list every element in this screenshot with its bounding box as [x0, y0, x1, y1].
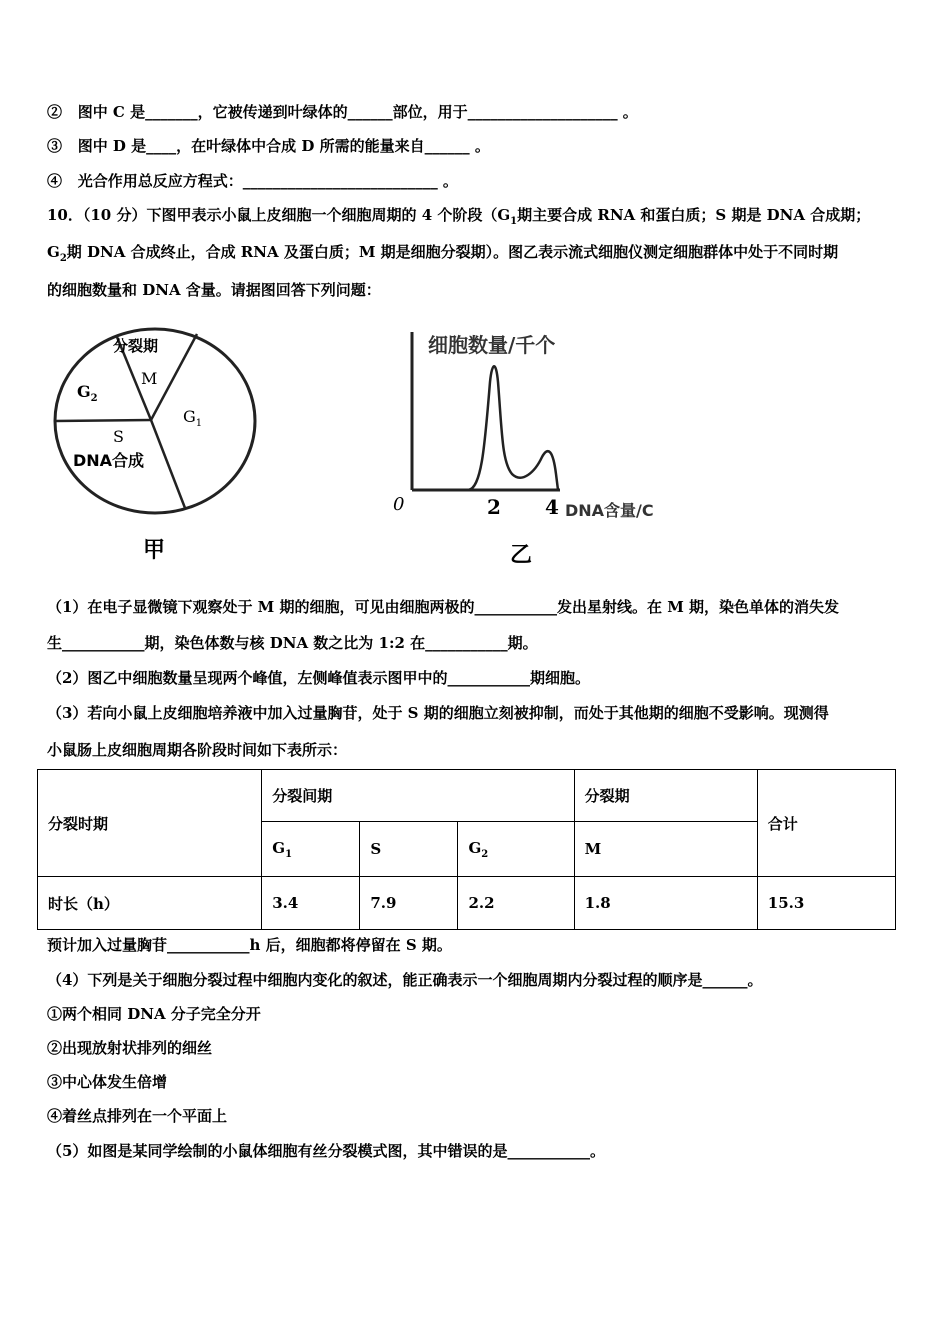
- q10-part3-line-1: （3）若向小鼠上皮细胞培养液中加入过量胸苷，处于 S 期的细胞立刻被抑制，而处于其他期的细胞不受影响。现测得: [47, 704, 829, 722]
- table-cell-g1: 3.4: [262, 877, 360, 930]
- q10-part3-line-2: 小鼠肠上皮细胞周期各阶段时间如下表所示：: [47, 741, 348, 759]
- origin-label: 0: [393, 494, 405, 515]
- y-axis-label: 细胞数量/千个: [428, 333, 556, 357]
- table-cell-total: 15.3: [757, 877, 895, 930]
- table-cell-s: 7.9: [360, 877, 458, 930]
- q10-intro-line-1: 10．（10 分）下图甲表示小鼠上皮细胞一个细胞周期的 4 个阶段（$G_1$期主要合成 RNA 和蛋白质；S 期是 DNA 合成期；: [47, 206, 871, 227]
- table-cell-g2: 2.2: [458, 877, 574, 930]
- q10-intro-line-3: 的细胞数量和 DNA 含量。请据图回答下列问题：: [47, 281, 381, 299]
- q9-line-4: ④ 光合作用总反应方程式：__________________________ 。: [47, 172, 458, 190]
- table-col-g1: $G_1$: [262, 822, 360, 877]
- pie-label-g1: $G_1$: [183, 407, 203, 429]
- q10-part3-line-3: 预计加入过量胸苷___________h 后，细胞都将停留在 S 期。: [47, 936, 452, 954]
- q9-line-2: ② 图中 C 是_______，它被传递到叶绿体的______部位，用于____________________ 。: [47, 103, 638, 121]
- pie-label-s: S: [113, 427, 124, 446]
- histogram-curve: [468, 366, 558, 490]
- table-cell-m: 1.8: [574, 877, 757, 930]
- cell-cycle-duration-table: [37, 769, 896, 930]
- q10-part1-line-2: 生___________期，染色体数与核 DNA 数之比为 1:2 在___________期。: [47, 634, 538, 652]
- pie-label-g2: $G_2$: [77, 382, 98, 404]
- q10-part2: （2）图乙中细胞数量呈现两个峰值，左侧峰值表示图甲中的___________期细胞。: [47, 669, 590, 687]
- table-col-s: S: [360, 822, 458, 877]
- figure-jia-caption: 甲: [143, 537, 166, 563]
- table-header-total: 合计: [757, 770, 895, 877]
- figure-yi-caption: 乙: [510, 542, 533, 568]
- table-col-g2: $G_2$: [458, 822, 574, 877]
- x-tick-2: 2: [487, 495, 501, 519]
- x-axis-label: DNA含量/C: [565, 501, 654, 520]
- pie-label-dna: DNA合成: [73, 451, 145, 470]
- pie-label-m: M: [141, 369, 158, 388]
- q10-option-3: ③中心体发生倍增: [47, 1073, 168, 1091]
- table-header-period: 分裂时期: [38, 770, 262, 877]
- q10-part5: （5）如图是某同学绘制的小鼠体细胞有丝分裂模式图，其中错误的是___________。: [47, 1142, 605, 1160]
- x-tick-4: 4: [545, 495, 559, 519]
- q10-part4: （4）下列是关于细胞分裂过程中细胞内变化的叙述，能正确表示一个细胞周期内分裂过程的顺序是______。: [47, 971, 763, 989]
- q10-option-2: ②出现放射状排列的细丝: [47, 1039, 213, 1057]
- q10-option-1: ①两个相同 DNA 分子完全分开: [47, 1005, 261, 1023]
- table-header-interphase: 分裂间期: [262, 770, 574, 822]
- figure-jia-cell-cycle-pie: [45, 318, 265, 528]
- table-col-m: M: [574, 822, 757, 877]
- q10-intro-line-2: $G_2$期 DNA 合成终止，合成 RNA 及蛋白质；M 期是细胞分裂期）。图乙表示流式细胞仪测定细胞群体中处于不同时期: [47, 243, 839, 264]
- table-row-label: 时长（h）: [38, 877, 262, 930]
- q9-line-3: ③ 图中 D 是____，在叶绿体中合成 D 所需的能量来自______ 。: [47, 137, 490, 155]
- pie-label-fenlie: 分裂期: [113, 337, 159, 355]
- figure-yi-dna-histogram: [390, 322, 700, 532]
- table-header-mitosis: 分裂期: [574, 770, 757, 822]
- q10-option-4: ④着丝点排列在一个平面上: [47, 1107, 228, 1125]
- q10-part1-line-1: （1）在电子显微镜下观察处于 M 期的细胞，可见由细胞两极的___________发出星射线。在 M 期，染色单体的消失发: [47, 598, 840, 616]
